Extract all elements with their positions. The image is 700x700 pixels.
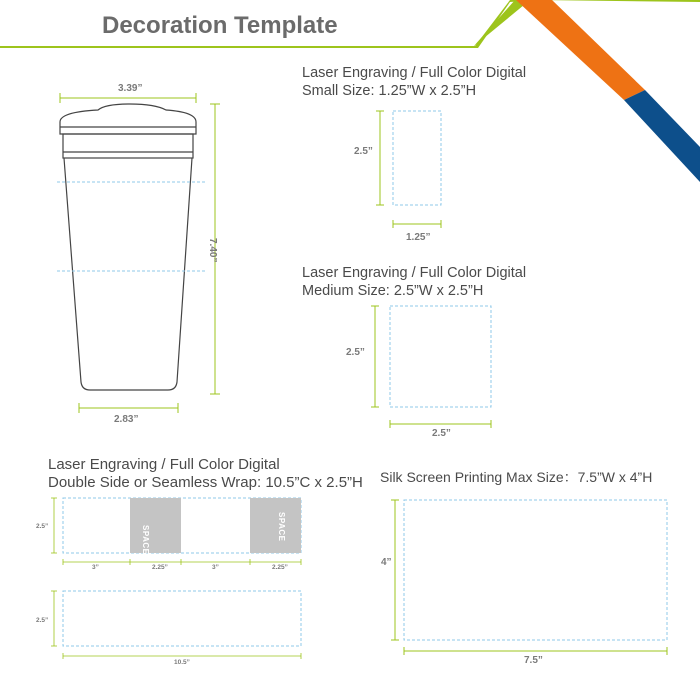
small-spec xyxy=(302,64,526,100)
wrap-spec-line2: Double Side or Seamless Wrap: 10.5”C x 2.5”H xyxy=(48,474,363,491)
medium-width-label: 2.5” xyxy=(432,428,451,439)
cup-body xyxy=(64,158,192,390)
wrap-seg1-label: 3” xyxy=(92,564,99,571)
cup-height-label: 7.40” xyxy=(207,238,218,263)
silk-dimension-lines xyxy=(391,500,667,655)
cup-drawing xyxy=(60,104,196,390)
wrap-height-label: 2.5” xyxy=(36,523,49,530)
small-dimension-lines xyxy=(376,111,441,228)
space-block-1 xyxy=(130,498,181,553)
medium-dimension-lines xyxy=(371,306,491,428)
page-title: Decoration Template xyxy=(102,12,338,39)
small-print-area xyxy=(393,111,441,205)
medium-height-label: 2.5” xyxy=(346,347,365,358)
silk-print-area xyxy=(404,500,667,640)
small-height-label: 2.5” xyxy=(354,146,373,157)
wrap-seg3-label: 3” xyxy=(212,564,219,571)
header-green-wedge xyxy=(473,0,530,47)
medium-spec-line2: Medium Size: 2.5”W x 2.5”H xyxy=(302,283,484,299)
small-spec-line1: Laser Engraving / Full Color Digital xyxy=(302,65,527,81)
space-label-2: SPACE xyxy=(277,512,286,542)
wrap-seg4-label: 2.25” xyxy=(272,564,288,571)
seamless-print-area xyxy=(63,591,301,646)
wrap-spec xyxy=(48,456,363,492)
medium-spec-line1: Laser Engraving / Full Color Digital xyxy=(302,265,527,281)
seamless-width-label: 10.5” xyxy=(174,659,190,666)
cup-top-width-label: 3.39” xyxy=(118,83,143,94)
cup-lid xyxy=(60,104,196,134)
header-orange-stripe xyxy=(516,0,645,100)
cup-dimension-lines xyxy=(60,93,220,413)
seamless-height-label: 2.5” xyxy=(36,617,49,624)
cup-bottom-width-label: 2.83” xyxy=(114,414,139,425)
space-block-2 xyxy=(250,498,301,553)
medium-print-area xyxy=(390,306,491,407)
seamless-dimension-lines xyxy=(51,591,301,659)
wrap-seg2-label: 2.25” xyxy=(152,564,168,571)
silk-spec: Silk Screen Printing Max Size：7.5”W x 4”H xyxy=(380,469,653,485)
medium-spec xyxy=(302,264,526,300)
wrap-spec-line1: Laser Engraving / Full Color Digital xyxy=(48,456,280,473)
small-width-label: 1.25” xyxy=(406,232,431,243)
cup-collar xyxy=(63,134,193,158)
cup-print-guides xyxy=(57,182,205,271)
small-spec-line2: Small Size: 1.25”W x 2.5”H xyxy=(302,83,477,99)
header-blue-stripe xyxy=(624,90,700,182)
silk-height-label: 4” xyxy=(381,557,392,568)
space-label-1: SPACE xyxy=(141,525,150,555)
silk-width-label: 7.5” xyxy=(524,655,543,666)
